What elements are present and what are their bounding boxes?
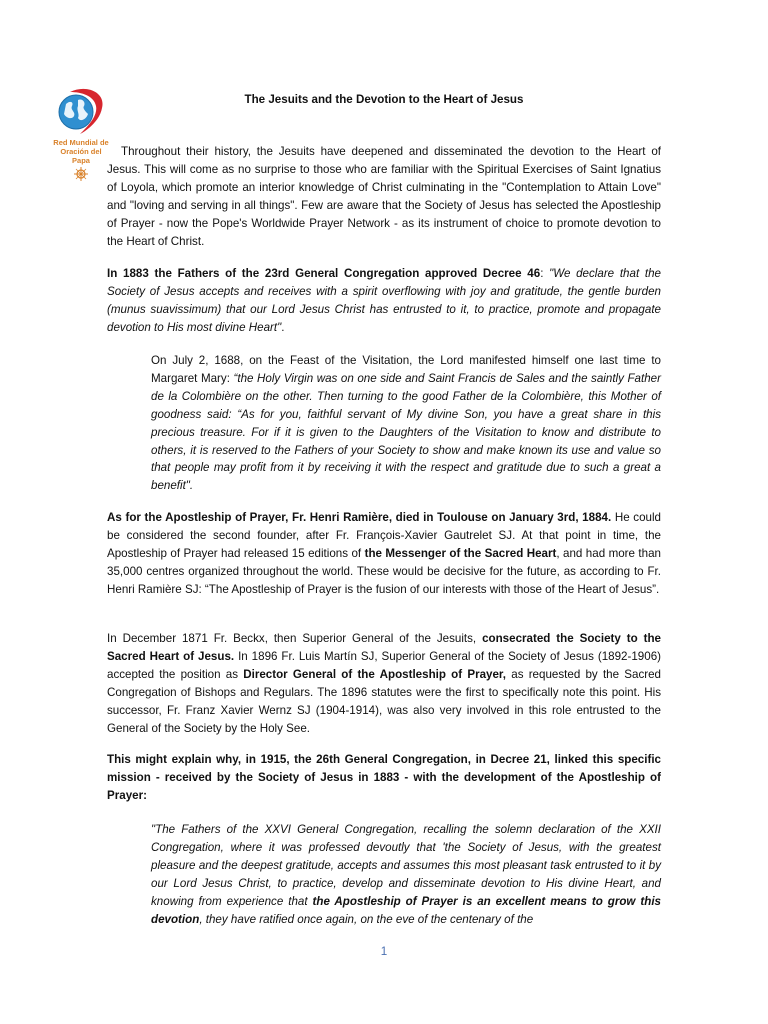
xxvi-quote-emphasis: the Apostleship of Prayer is an excellent means to grow this devotion xyxy=(151,894,661,926)
paragraph-decree-46 xyxy=(107,265,661,337)
ramiere-text-2: , and had more than 35,000 centres organized throughout the world. These would be decisive for the future, as according to Fr. Henri Ramière SJ: “The Apostleship of Prayer is the fusion of our interests with those of the Heart of Jesus”. xyxy=(107,546,661,596)
paragraph-beckx xyxy=(107,630,661,737)
beckx-consecration: consecrated the Society to the Sacred Heart of Jesus. xyxy=(107,632,661,663)
ihs-emblem-icon xyxy=(52,166,110,182)
decree-46-end: . xyxy=(281,320,285,334)
globe-heart-icon xyxy=(52,86,110,138)
paragraph-decree-21: This might explain why, in 1915, the 26th General Congregation, in Decree 21, linked this specific mission - received by the Society of Jesus in 1883 - with the development of the Apostleship of Prayer: xyxy=(107,753,661,802)
page-title: The Jesuits and the Devotion to the Heart of Jesus xyxy=(244,93,524,106)
logo-line-2: Oración del Papa xyxy=(60,147,102,165)
decree-46-quote: "We declare that the Society of Jesus accepts and receives with a spirit overflowing with joy and gratitude, the gentle burden (munus suavissimum) that our Lord Jesus Christ has entrusted to it, to practice, promote and propagate devotion to His most divine Heart" xyxy=(107,267,661,334)
paragraph-xxvi-quote xyxy=(151,821,661,928)
ramiere-text-1: He could be considered the second founder, after Fr. François-Xavier Gautrelet SJ. At that point in time, the Apostleship of Prayer had released 15 editions of xyxy=(107,511,661,560)
beckx-text-2: In 1896 Fr. Luis Martín SJ, Superior General of the Society of Jesus (1892-1906) accepted the position as xyxy=(107,649,661,681)
messenger-title: the Messenger of the Sacred Heart xyxy=(364,546,557,560)
paragraph-ramiere xyxy=(107,509,661,599)
prayer-network-logo xyxy=(52,86,110,186)
xxvi-quote-2: , they have ratified once again, on the eve of the centenary of the xyxy=(199,912,534,926)
xxvi-quote-1: "The Fathers of the XXVI General Congregation, recalling the solemn declaration of the XXII Congregation, where it was professed devoutly that 'the Society of Jesus, with the greatest pleasure and the deepest gratitude, accepts and assumes this most pleasant task entrusted to it by our Lord Jesus Christ, to practice, develop and disseminate devotion to His divine Heart, and knowing from experience that xyxy=(151,823,661,908)
logo-wordmark xyxy=(52,138,110,165)
beckx-text-3: as requested by the Sacred Congregation of Bishops and Regulars. The 1896 statutes were the first to specifically note this point. His successor, Fr. Franz Xavier Wernz SJ (1904-1914), was also very involved in this role entrusted to the General of the Society by the Holy See. xyxy=(107,667,662,735)
decree-46-sep: : xyxy=(540,267,550,280)
logo-line-1: Red Mundial de xyxy=(53,138,109,147)
paragraph-visitation-quote xyxy=(151,352,661,495)
visitation-quote: “the Holy Virgin was on one side and Saint Francis de Sales and the saintly Father de la Colombière on the other. Then turning to the good Father de la Colombière, this Mother of goodness said: “As for you, faithful servant of My divine Son, you have a great share in this precious treasure. For if it is given to the Daughters of the Visitation to know and distribute to others, it is reserved to the Fathers of your Society to show and make known its use and value so that people may profit from it by receiving it with the respect and gratitude due to such a great a benefit". xyxy=(151,371,661,493)
visitation-intro: On July 2, 1688, on the Feast of the Visitation, the Lord manifested himself one last time to Margaret Mary: xyxy=(151,354,661,385)
director-general-role: Director General of the Apostleship of Prayer, xyxy=(243,667,507,681)
decree-46-heading: In 1883 the Fathers of the 23rd General Congregation approved Decree 46 xyxy=(107,267,541,280)
paragraph-intro: Throughout their history, the Jesuits have deepened and disseminated the devotion to the Heart of Jesus. This will come as no surprise to those who are familiar with the Spiritual Exercises of Saint Ignatius of Loyola, which promote an interior knowledge of Christ culminating in the "Contemplation to Attain Love" and "loving and serving in all things". Few are aware that the Society of Jesus has selected the Apostleship of Prayer - now the Pope's Worldwide Prayer Network - as its instrument of choice to promote devotion to the Heart of Christ. xyxy=(107,145,661,248)
beckx-text-1: In December 1871 Fr. Beckx, then Superior General of the Jesuits, xyxy=(107,632,483,645)
ramiere-heading: As for the Apostleship of Prayer, Fr. Henri Ramière, died in Toulouse on January 3rd, 1884. xyxy=(107,511,612,524)
page-number: 1 xyxy=(380,945,388,958)
